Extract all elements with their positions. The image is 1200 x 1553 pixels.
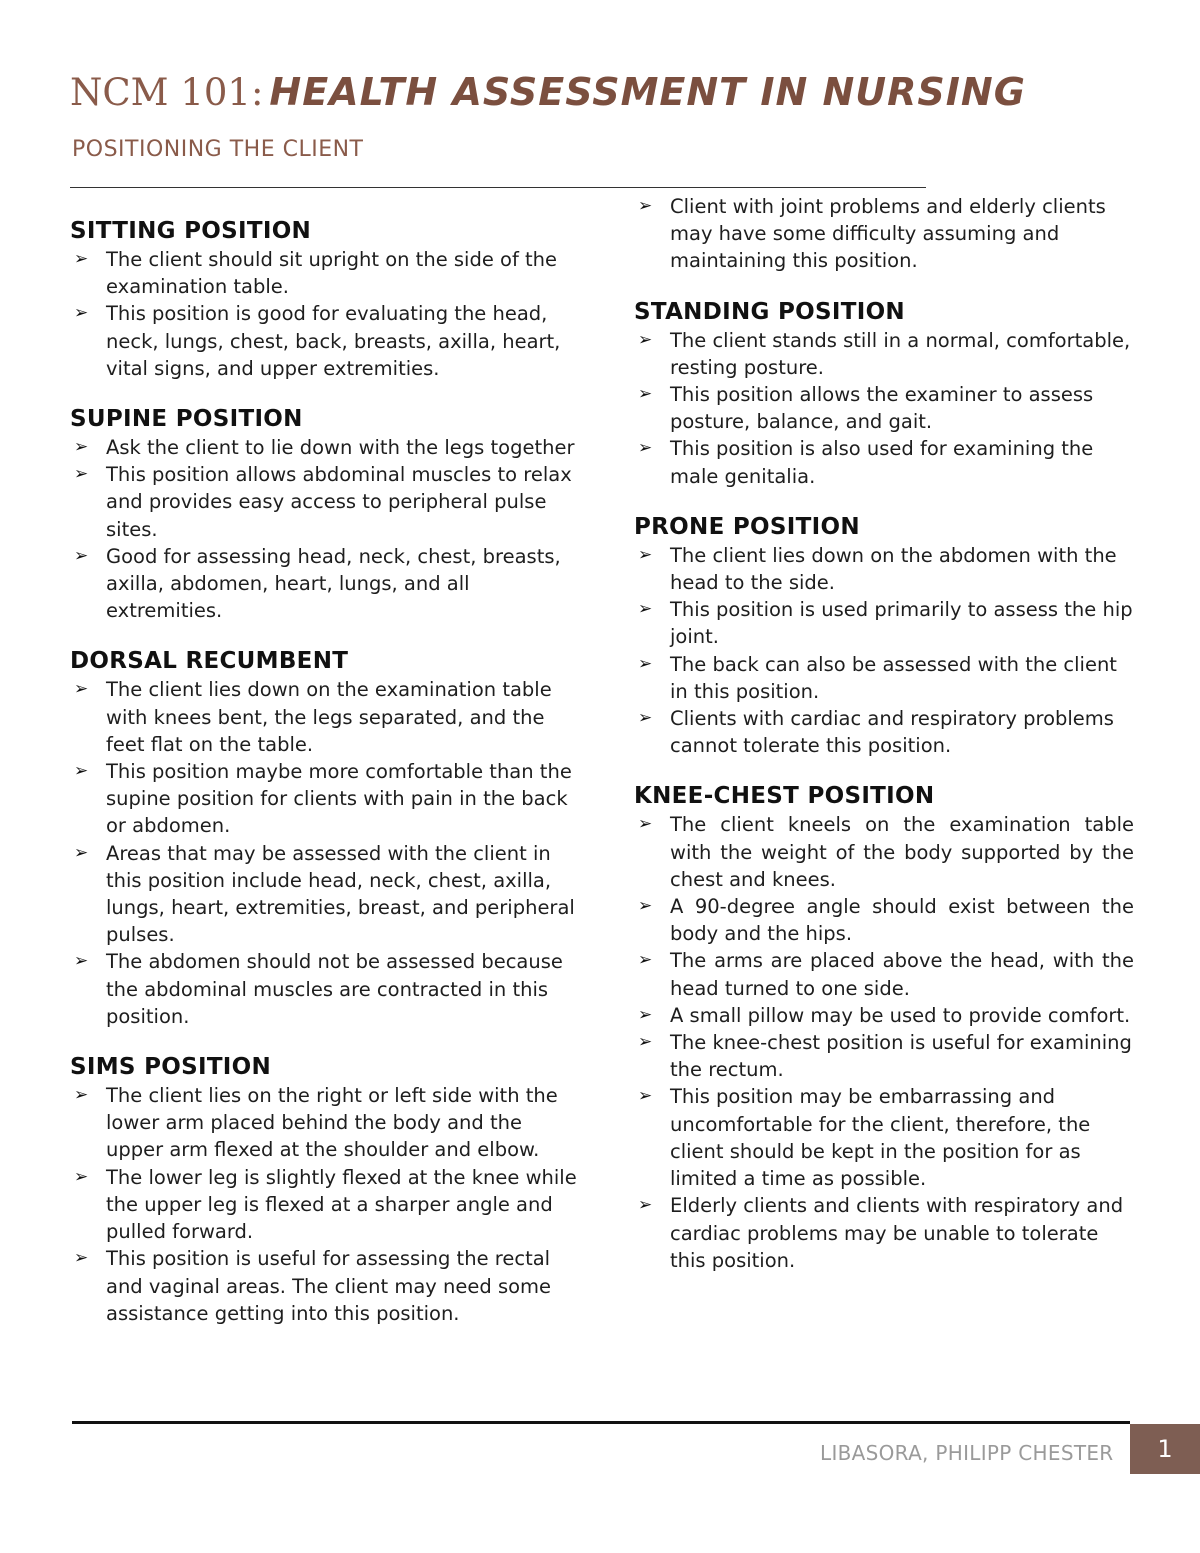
arrow-bullet-icon: ➢ xyxy=(74,1166,89,1187)
list-item-text: The knee-chest position is useful for examining the rectum. xyxy=(670,1031,1132,1082)
arrow-bullet-icon: ➢ xyxy=(638,814,653,835)
arrow-bullet-icon: ➢ xyxy=(74,679,89,700)
left-column xyxy=(70,216,580,1349)
list-item xyxy=(70,676,580,758)
author-name: LIBASORA, PHILIPP CHESTER xyxy=(820,1441,1114,1465)
list-item xyxy=(634,1083,1134,1192)
list-item xyxy=(634,542,1134,596)
section-heading: PRONE POSITION xyxy=(634,513,860,540)
list-item-text: Client with joint problems and elderly clients may have some difficulty assuming and maintaining this position. xyxy=(670,195,1106,273)
list-item-text: This position is also used for examining the male genitalia. xyxy=(670,437,1094,488)
section-sitting-continued xyxy=(634,193,1134,275)
list-item xyxy=(70,300,580,382)
list-item-text: The client should sit upright on the side of the examination table. xyxy=(106,248,558,299)
arrow-bullet-icon: ➢ xyxy=(74,303,89,324)
list-item-text: Elderly clients and clients with respiratory and cardiac problems may be unable to tolerate this position. xyxy=(670,1194,1124,1272)
section-heading: KNEE-CHEST POSITION xyxy=(634,783,935,810)
list-item xyxy=(634,327,1134,381)
arrow-bullet-icon: ➢ xyxy=(74,464,89,485)
list-item-text: This position allows the examiner to assess posture, balance, and gait. xyxy=(670,383,1094,434)
list-item-text: This position maybe more comfortable than the supine position for clients with pain in the back or abdomen. xyxy=(106,760,572,838)
list-item-text: The client stands still in a normal, comfortable, resting posture. xyxy=(670,328,1131,379)
list-item xyxy=(634,893,1134,947)
section-sims xyxy=(70,1052,580,1327)
arrow-bullet-icon: ➢ xyxy=(74,951,89,972)
list-item-text: The client lies on the right or left side with the lower arm placed behind the body and the upper arm flexed at the shoulder and elbow. xyxy=(106,1084,558,1162)
bullet-list xyxy=(634,542,1134,760)
section-knee-chest xyxy=(634,781,1134,1273)
section-heading: SITTING POSITION xyxy=(70,218,312,244)
list-item-text: Areas that may be assessed with the client in this position include head, neck, chest, axilla, lungs, heart, extremities, breast, and peripheral pulses. xyxy=(106,841,575,947)
document-title xyxy=(70,70,1026,114)
list-item xyxy=(634,705,1134,759)
bullet-list xyxy=(70,1082,580,1327)
document-subtitle: POSITIONING THE CLIENT xyxy=(72,137,364,162)
arrow-bullet-icon: ➢ xyxy=(74,1248,89,1269)
section-heading: SUPINE POSITION xyxy=(70,406,303,433)
bullet-list xyxy=(70,246,580,382)
list-item xyxy=(70,1082,580,1164)
section-heading: SIMS POSITION xyxy=(70,1054,272,1081)
section-supine xyxy=(70,404,580,624)
arrow-bullet-icon: ➢ xyxy=(638,1004,653,1025)
list-item xyxy=(634,811,1134,893)
page-number: 1 xyxy=(1157,1435,1173,1463)
list-item xyxy=(634,1002,1134,1029)
arrow-bullet-icon: ➢ xyxy=(638,196,653,216)
arrow-bullet-icon: ➢ xyxy=(638,1086,653,1107)
bullet-list xyxy=(634,193,1134,275)
list-item xyxy=(70,758,580,840)
arrow-bullet-icon: ➢ xyxy=(74,545,89,566)
right-column xyxy=(634,193,1134,1296)
list-item xyxy=(634,435,1134,489)
arrow-bullet-icon: ➢ xyxy=(638,384,653,405)
list-item xyxy=(634,651,1134,705)
footer-divider xyxy=(72,1421,1130,1424)
list-item-text: This position is good for evaluating the head, neck, lungs, chest, back, breasts, axilla, heart, vital signs, and upper extremities. xyxy=(106,302,561,380)
list-item xyxy=(634,1029,1134,1083)
page-number-badge xyxy=(1130,1424,1200,1474)
list-item-text: Ask the client to lie down with the legs together xyxy=(106,436,575,460)
list-item xyxy=(70,1164,580,1246)
arrow-bullet-icon: ➢ xyxy=(638,708,653,729)
list-item-text: The client lies down on the abdomen with the head to the side. xyxy=(670,543,1117,595)
list-item xyxy=(70,1245,580,1327)
list-item xyxy=(634,193,1134,275)
list-item xyxy=(634,1192,1134,1274)
list-item-text: The abdomen should not be assessed because the abdominal muscles are contracted in this position. xyxy=(106,950,563,1028)
arrow-bullet-icon: ➢ xyxy=(638,950,653,971)
arrow-bullet-icon: ➢ xyxy=(74,249,89,269)
course-code: NCM 101: xyxy=(70,71,264,114)
arrow-bullet-icon: ➢ xyxy=(638,599,653,620)
course-title: HEALTH ASSESSMENT IN NURSING xyxy=(269,70,1026,114)
arrow-bullet-icon: ➢ xyxy=(638,1195,653,1216)
list-item-text: A small pillow may be used to provide comfort. xyxy=(670,1003,1131,1027)
section-heading: DORSAL RECUMBENT xyxy=(70,648,349,675)
section-prone xyxy=(634,512,1134,760)
arrow-bullet-icon: ➢ xyxy=(638,896,653,917)
list-item-text: This position is useful for assessing the rectal and vaginal areas. The client may need some assistance getting into this position. xyxy=(106,1247,552,1325)
arrow-bullet-icon: ➢ xyxy=(638,544,653,565)
list-item-text: The arms are placed above the head, with the head turned to one side. xyxy=(670,949,1134,1000)
list-item-text: A 90-degree angle should exist between the body and the hips. xyxy=(670,895,1134,946)
list-item-text: Good for assessing head, neck, chest, breasts, axilla, abdomen, heart, lungs, and all extremities. xyxy=(106,544,561,623)
list-item xyxy=(70,434,580,461)
bullet-list xyxy=(634,327,1134,490)
list-item-text: Clients with cardiac and respiratory problems cannot tolerate this position. xyxy=(670,707,1114,758)
arrow-bullet-icon: ➢ xyxy=(74,761,89,782)
list-item xyxy=(634,596,1134,650)
bullet-list xyxy=(70,676,580,1030)
list-item-text: The client kneels on the examination table with the weight of the body supported by the chest and knees. xyxy=(670,813,1134,891)
arrow-bullet-icon: ➢ xyxy=(74,437,89,458)
section-dorsal-recumbent xyxy=(70,646,580,1030)
list-item-text: This position allows abdominal muscles to relax and provides easy access to peripheral pulse sites. xyxy=(106,463,572,541)
list-item xyxy=(70,461,580,543)
list-item xyxy=(70,543,580,625)
bullet-list xyxy=(70,434,580,624)
list-item xyxy=(634,947,1134,1001)
list-item-text: The lower leg is slightly flexed at the knee while the upper leg is flexed at a sharper angle and pulled forward. xyxy=(106,1165,577,1244)
list-item-text: The client lies down on the examination table with knees bent, the legs separated, and the feet flat on the table. xyxy=(106,678,552,756)
section-standing xyxy=(634,297,1134,490)
list-item xyxy=(70,948,580,1030)
list-item xyxy=(70,840,580,949)
list-item xyxy=(634,381,1134,435)
section-sitting xyxy=(70,216,580,382)
arrow-bullet-icon: ➢ xyxy=(638,1032,653,1053)
arrow-bullet-icon: ➢ xyxy=(74,1085,89,1106)
list-item-text: The back can also be assessed with the client in this position. xyxy=(670,652,1117,703)
arrow-bullet-icon: ➢ xyxy=(74,842,89,863)
bullet-list xyxy=(634,811,1134,1273)
list-item xyxy=(70,246,580,300)
header-divider xyxy=(70,187,926,188)
arrow-bullet-icon: ➢ xyxy=(638,653,653,674)
list-item-text: This position may be embarrassing and uncomfortable for the client, therefore, the client should be kept in the position for as limited a time as possible. xyxy=(670,1085,1091,1191)
arrow-bullet-icon: ➢ xyxy=(638,329,653,350)
list-item-text: This position is used primarily to assess the hip joint. xyxy=(670,598,1133,649)
section-heading: STANDING POSITION xyxy=(634,298,905,325)
arrow-bullet-icon: ➢ xyxy=(638,438,653,459)
